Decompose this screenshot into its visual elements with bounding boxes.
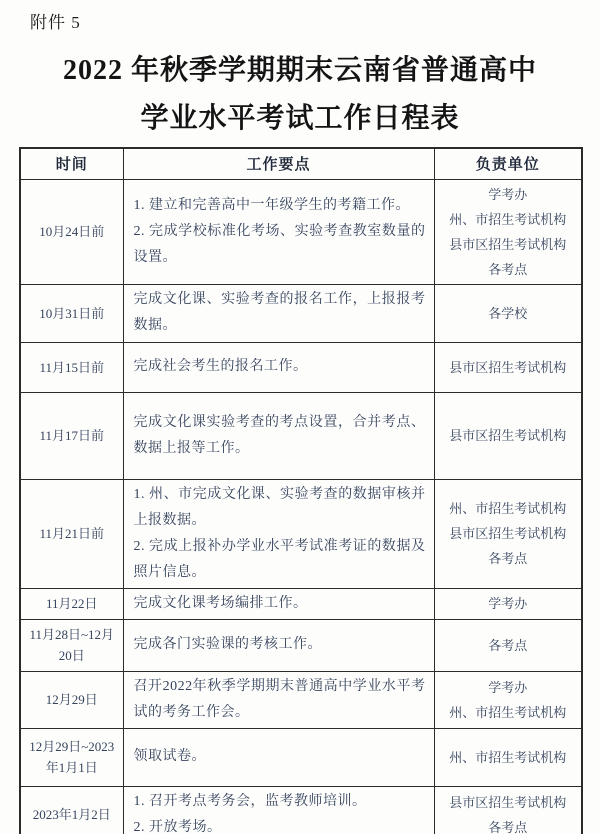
tasks-cell (123, 284, 434, 342)
unit-text: 学考办 (488, 679, 528, 695)
task-text: 2. 完成上报补办学业水平考试准考证的数据及照片信息。 (133, 538, 426, 580)
time-cell: 11月17日前 (20, 392, 123, 479)
task-text: 2. 完成学校标准化考场、实验考查教室数量的设置。 (133, 223, 426, 265)
unit-text: 县市区招生考试机构 (449, 526, 567, 541)
units-cell (434, 786, 582, 834)
tasks-cell (123, 588, 434, 619)
header-tasks: 工作要点 (123, 148, 434, 179)
unit-text: 学考办 (488, 186, 528, 202)
table-row (20, 392, 582, 479)
table-row (20, 342, 582, 392)
time-cell: 2023年1月2日 (20, 786, 123, 834)
unit-text: 州、市招生考试机构 (449, 211, 567, 227)
time-cell: 11月21日前 (20, 479, 123, 588)
task-text: 完成文化课、实验考查的报名工作，上报报考数据。 (133, 292, 426, 333)
units-cell (434, 179, 582, 284)
task-text: 完成文化课考场编排工作。 (133, 595, 308, 611)
table-row (20, 479, 582, 588)
unit-text: 学考办 (488, 596, 528, 611)
units-cell (434, 284, 582, 342)
time-cell: 12月29日~2023年1月1日 (20, 728, 123, 786)
unit-text: 州、市招生考试机构 (449, 501, 567, 516)
unit-text: 州、市招生考试机构 (449, 749, 567, 765)
task-text: 召开2022年秋季学期期末普通高中学业水平考试的考务工作会。 (133, 678, 426, 720)
header-time: 时间 (20, 148, 123, 179)
attachment-label: 附件 5 (30, 13, 81, 32)
tasks-cell (123, 728, 434, 786)
task-text: 2. 开放考场。 (133, 819, 222, 834)
time-cell: 10月31日前 (20, 284, 123, 342)
table-row (20, 728, 582, 786)
task-text: 领取试卷。 (133, 749, 206, 764)
header-row (20, 148, 582, 179)
tasks-cell (123, 179, 434, 284)
task-text: 完成文化课实验考查的考点设置，合并考点、数据上报等工作。 (133, 414, 426, 456)
document-title-line2: 学业水平考试工作日程表 (140, 103, 460, 134)
unit-text: 县市区招生考试机构 (449, 359, 567, 375)
document-title-line1: 2022 年秋季学期期末云南省普通高中 (62, 55, 537, 86)
time-cell: 12月29日 (20, 671, 123, 728)
unit-text: 各学校 (488, 305, 528, 321)
unit-text: 各考点 (488, 261, 528, 277)
unit-text: 县市区招生考试机构 (449, 794, 567, 810)
task-text: 1. 建立和完善高中一年级学生的考籍工作。 (133, 197, 410, 213)
table-row (20, 619, 582, 671)
unit-text: 县市区招生考试机构 (449, 428, 567, 443)
schedule-table (19, 147, 583, 834)
unit-text: 各考点 (488, 819, 528, 834)
units-cell (434, 619, 582, 671)
schedule-table-header (20, 148, 582, 179)
tasks-cell (123, 671, 434, 728)
schedule-table-body (20, 179, 582, 834)
table-row (20, 179, 582, 284)
table-row (20, 588, 582, 619)
task-text: 1. 州、市完成文化课、实验考查的数据审核并上报数据。 (133, 486, 426, 528)
time-cell: 11月22日 (20, 588, 123, 619)
tasks-cell (123, 479, 434, 588)
units-cell (434, 728, 582, 786)
unit-text: 州、市招生考试机构 (449, 704, 567, 720)
unit-text: 各考点 (488, 551, 528, 566)
tasks-cell (123, 786, 434, 834)
tasks-cell (123, 619, 434, 671)
units-cell (434, 588, 582, 619)
task-text: 完成各门实验课的考核工作。 (133, 637, 322, 652)
tasks-cell (123, 392, 434, 479)
header-unit: 负责单位 (434, 148, 582, 179)
time-cell: 11月28日~12月20日 (20, 619, 123, 671)
units-cell (434, 479, 582, 588)
units-cell (434, 671, 582, 728)
table-row (20, 284, 582, 342)
unit-text: 县市区招生考试机构 (449, 236, 567, 252)
time-cell: 11月15日前 (20, 342, 123, 392)
units-cell (434, 342, 582, 392)
tasks-cell (123, 342, 434, 392)
unit-text: 各考点 (488, 637, 528, 653)
table-row (20, 671, 582, 728)
task-text: 1. 召开考点考务会，监考教师培训。 (133, 793, 367, 809)
time-cell: 10月24日前 (20, 179, 123, 284)
units-cell (434, 392, 582, 479)
table-row (20, 786, 582, 834)
task-text: 完成社会考生的报名工作。 (133, 359, 308, 374)
